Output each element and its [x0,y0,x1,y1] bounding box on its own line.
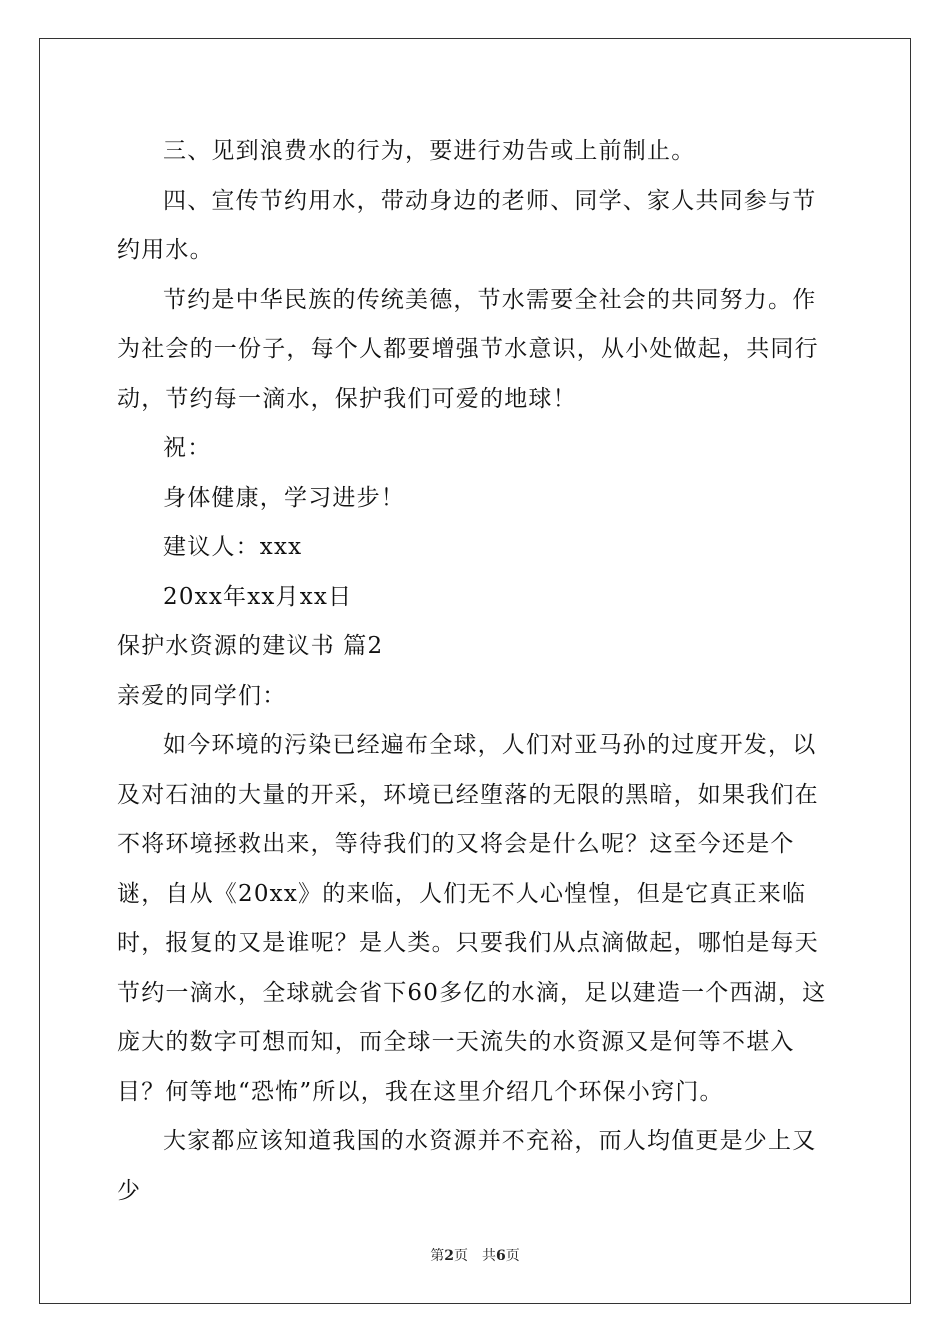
salutation: 亲爱的同学们： [117,682,287,709]
section-heading: 保护水资源的建议书 篇2 [117,633,384,659]
paragraph-conclusion: 节约是中华民族的传统美德，节水需要全社会的共同努力。作为社会的一份子，每个人都要增强节水意识，从小处做起，共同行动，节约每一滴水，保护我们可爱的地球！ [117,286,819,412]
page-label-prefix: 第 [430,1248,445,1264]
paragraph-item-4: 四、宣传节约用水，带动身边的老师、同学、家人共同参与节约用水。 [117,187,817,263]
signature-line: 建议人：xxx [163,534,303,560]
current-page-number: 2 [444,1248,454,1264]
document-body [117,127,837,1216]
paragraph-item-3: 三、见到浪费水的行为，要进行劝告或上前制止。 [163,138,696,164]
date-line: 20xx年xx月xx日 [163,583,353,610]
closing-wish: 身体健康，学习进步！ [163,484,405,511]
paragraph-body-1: 如今环境的污染已经遍布全球，人们对亚马孙的过度开发，以及对石油的大量的开采，环境已经堕落的无限的黑暗，如果我们在不将环境拯救出来，等待我们的又将会是什么呢？这至今还是个谜，自从《20xx》的来临，人们无不人心惶惶，但是它真正来临时，报复的又是谁呢？是人类。只要我们从点滴做起，哪怕是每天节约一滴水，全球就会省下60多亿的水滴，足以建造一个西湖，这庞大的数字可想而知，而全球一天流失的水资源又是何等不堪入目？何等地“恐怖”所以，我在这里介绍几个环保小窍门。 [117,732,827,1105]
page-footer [0,1245,950,1265]
closing-wish-label: 祝： [163,435,212,461]
paragraph-body-2: 大家都应该知道我国的水资源并不充裕，而人均值更是少上又少 [117,1128,817,1204]
page-label-suffix: 页 [505,1248,520,1264]
total-page-count: 6 [496,1248,506,1264]
page-label-mid: 页 共 [454,1248,496,1264]
